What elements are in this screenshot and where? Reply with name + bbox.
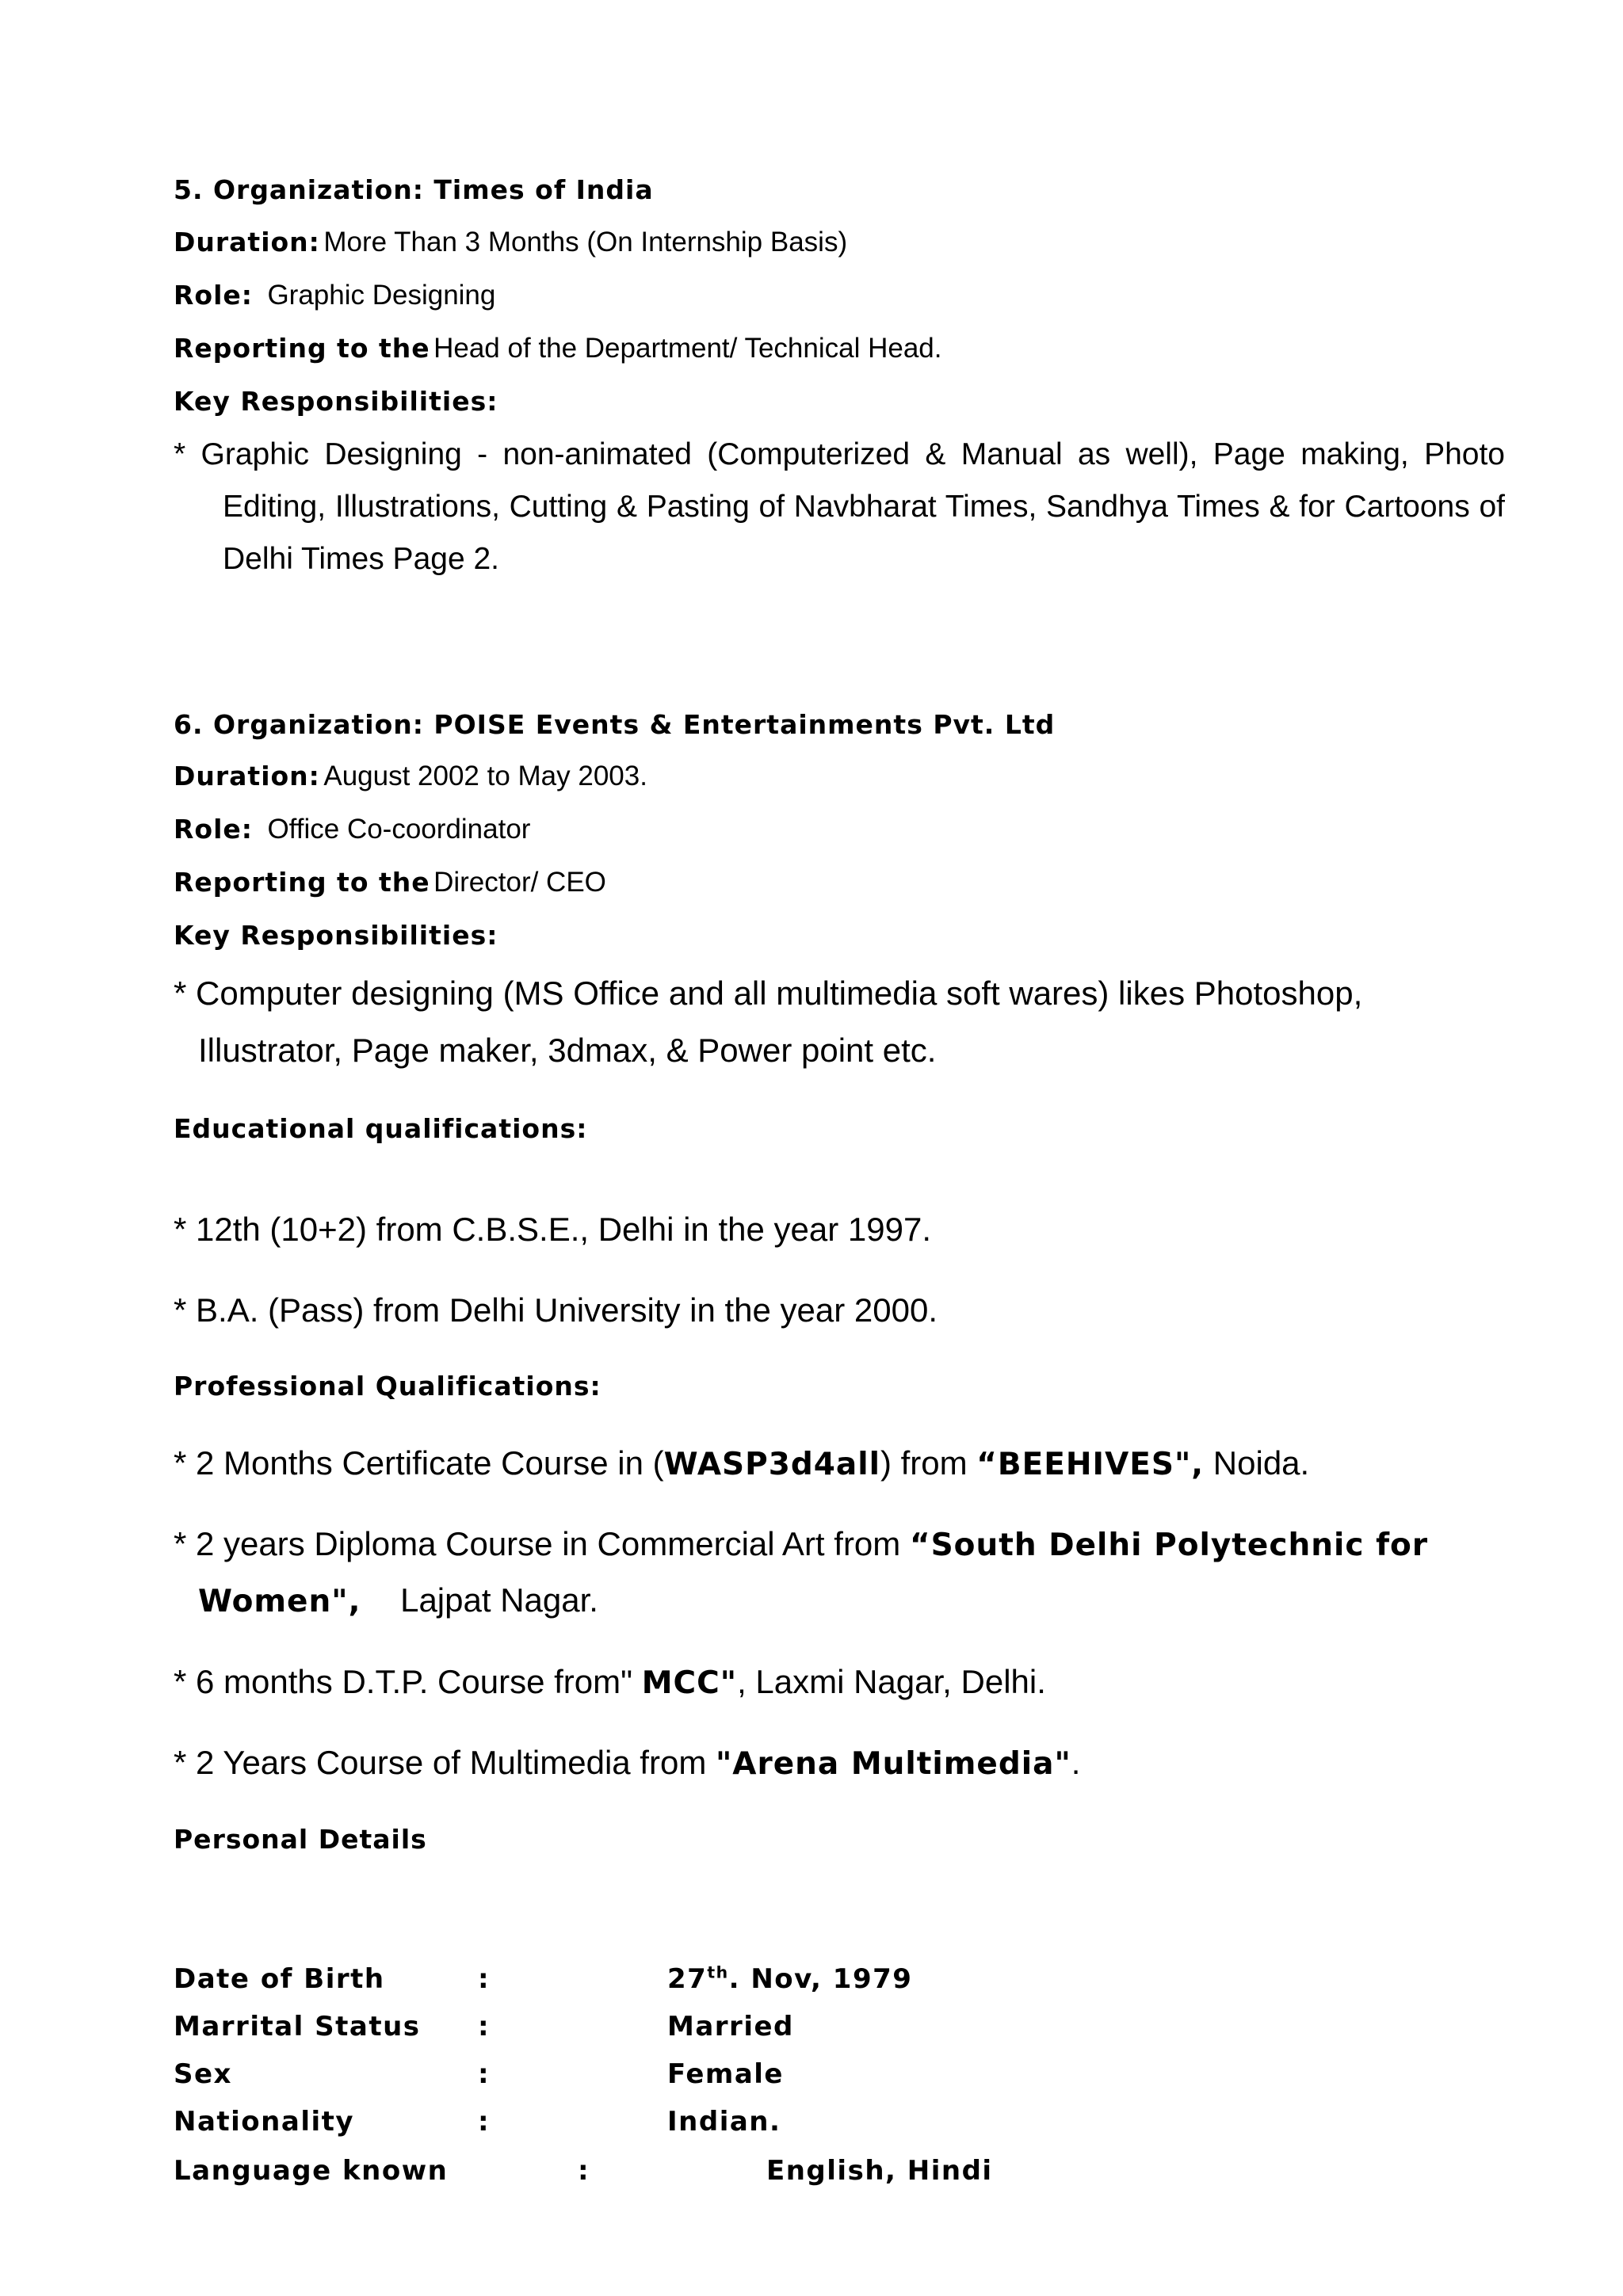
professional-item-1: [174, 1444, 1309, 1482]
item-bold: “BEEHIVES",: [976, 1447, 1205, 1482]
org-6-responsibilities: [174, 974, 1505, 1093]
item-bold: WASP3d4all: [663, 1447, 880, 1482]
reporting-value: Director/ CEO: [433, 867, 606, 898]
dob-value: [667, 1963, 912, 1995]
duration-value: More Than 3 Months (On Internship Basis): [323, 227, 848, 257]
reporting-label: Reporting to the: [174, 867, 430, 898]
org-5-reporting-row: [174, 333, 942, 364]
org-6-role-row: [174, 814, 530, 845]
org-5-heading: 5. Organization: Times of India: [174, 174, 654, 205]
org-6-reporting-row: [174, 867, 606, 898]
role-value: Graphic Designing: [267, 280, 496, 311]
professional-item-2-line-2: [198, 1581, 598, 1619]
role-label: Role:: [174, 280, 253, 311]
professional-item-2-line-1: [174, 1525, 1428, 1563]
item-text: , Laxmi Nagar, Delhi.: [737, 1663, 1046, 1700]
sex-label: Sex: [174, 2058, 232, 2090]
responsibility-line: Illustrator, Page maker, 3dmax, & Power point etc.: [198, 1032, 937, 1069]
personal-details-heading: Personal Details: [174, 1824, 427, 1855]
org-6-heading: 6. Organization: POISE Events & Entertainments Pvt. Ltd: [174, 709, 1056, 740]
item-text: * 2 Years Course of Multimedia from: [174, 1744, 716, 1781]
dob-label: Date of Birth: [174, 1963, 385, 1995]
marital-value: Married: [667, 2011, 794, 2042]
language-value: English, Hindi: [766, 2155, 993, 2187]
dob-day: 27: [667, 1963, 708, 1995]
nationality-colon: :: [478, 2106, 491, 2138]
item-bold: Women",: [198, 1584, 361, 1619]
nationality-label: Nationality: [174, 2106, 355, 2138]
reporting-label: Reporting to the: [174, 333, 430, 364]
professional-heading: Professional Qualifications:: [174, 1371, 601, 1402]
reporting-value: Head of the Department/ Technical Head.: [433, 333, 942, 364]
responsibility-line: * Graphic Designing - non-animated (Computerized & Manual as well), Page making, Photo: [174, 437, 1505, 471]
sex-colon: :: [478, 2058, 491, 2090]
language-label: Language known: [174, 2155, 449, 2187]
org-6-duration-row: [174, 761, 647, 792]
dob-rest: . Nov, 1979: [728, 1963, 913, 1995]
responsibility-line: * Computer designing (MS Office and all multimedia soft wares) likes Photoshop,: [174, 974, 1363, 1012]
responsibility-line: Delhi Times Page 2.: [223, 542, 500, 576]
org-6-key-responsibilities-label: Key Responsibilities:: [174, 920, 498, 951]
role-value: Office Co-coordinator: [267, 814, 531, 845]
sex-value: Female: [667, 2058, 784, 2090]
org-5-responsibilities: [174, 437, 1505, 588]
dob-ordinal: th: [707, 1962, 729, 1982]
item-text: ) from: [880, 1444, 977, 1482]
item-bold: "Arena Multimedia": [715, 1746, 1071, 1782]
education-item: * B.A. (Pass) from Delhi University in the year 2000.: [174, 1291, 938, 1329]
duration-value: August 2002 to May 2003.: [323, 761, 647, 791]
education-item: * 12th (10+2) from C.B.S.E., Delhi in the year 1997.: [174, 1211, 931, 1248]
nationality-value: Indian.: [667, 2106, 781, 2138]
marital-label: Marrital Status: [174, 2011, 421, 2042]
professional-item-3: [174, 1663, 1046, 1701]
language-colon: :: [578, 2155, 590, 2187]
item-text: * 6 months D.T.P. Course from": [174, 1663, 642, 1700]
item-text: * 2 Months Certificate Course in (: [174, 1444, 664, 1482]
dob-colon: :: [478, 1963, 491, 1995]
responsibility-line: Editing, Illustrations, Cutting & Pasting of Navbharat Times, Sandhya Times & for Cartoons of: [223, 490, 1505, 524]
item-text: Noida.: [1204, 1444, 1310, 1482]
org-5-key-responsibilities-label: Key Responsibilities:: [174, 386, 498, 417]
item-text: Lajpat Nagar.: [400, 1581, 598, 1619]
item-bold: “South Delhi Polytechnic for: [909, 1527, 1429, 1563]
education-heading: Educational qualifications:: [174, 1113, 588, 1144]
role-label: Role:: [174, 814, 253, 845]
item-text: .: [1071, 1744, 1081, 1781]
item-bold: MCC": [641, 1665, 738, 1701]
marital-colon: :: [478, 2011, 491, 2042]
org-5-duration-row: [174, 227, 847, 258]
org-5-role-row: [174, 280, 495, 311]
duration-label: Duration:: [174, 761, 320, 791]
professional-item-4: [174, 1744, 1080, 1782]
item-text: * 2 years Diploma Course in Commercial Art from: [174, 1525, 910, 1562]
duration-label: Duration:: [174, 227, 320, 257]
